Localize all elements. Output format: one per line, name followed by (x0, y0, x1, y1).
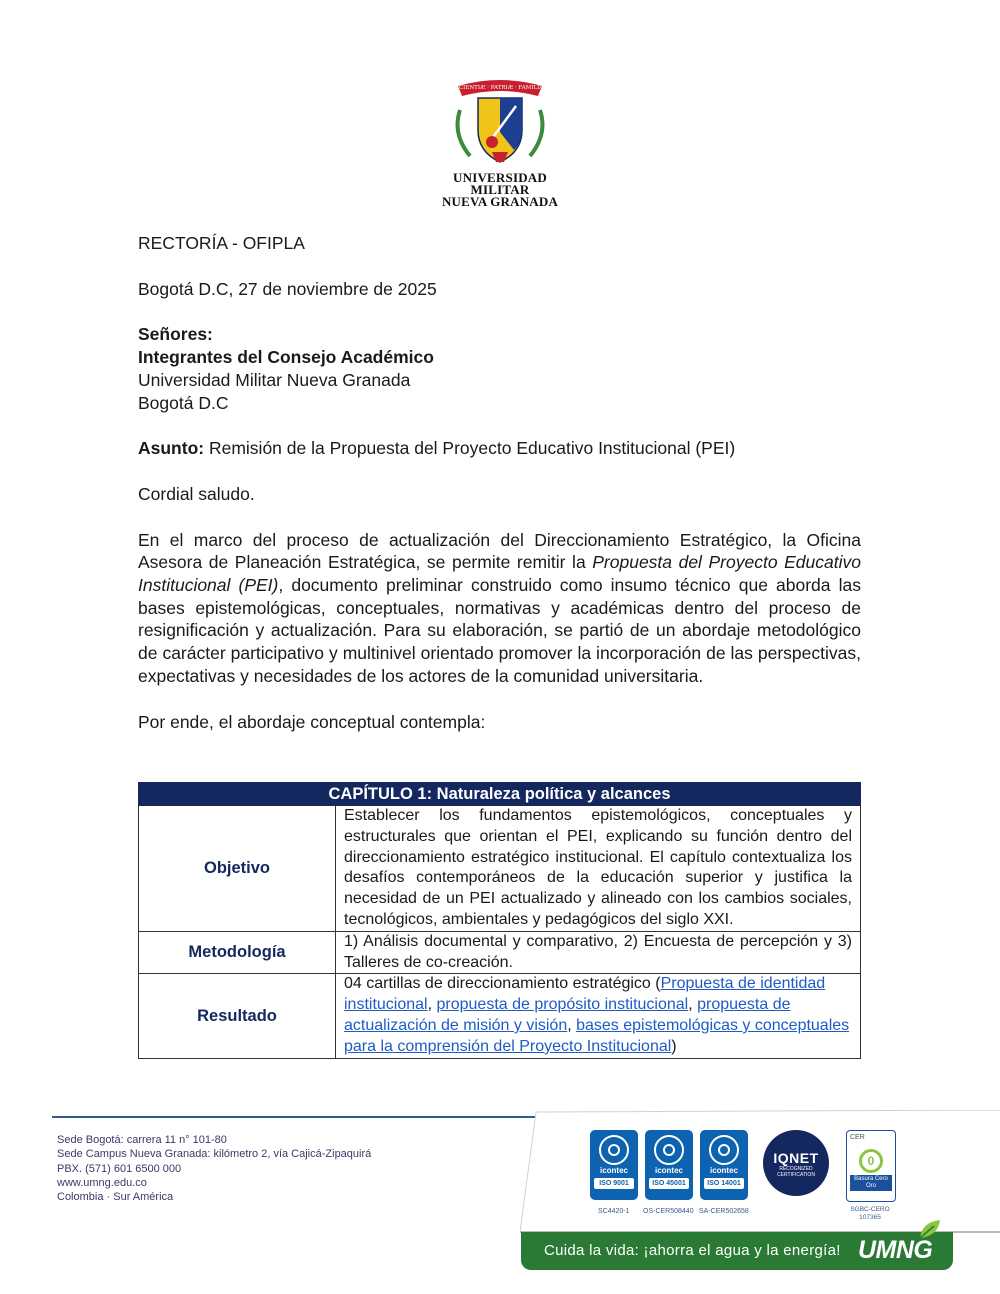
icontec-icon (709, 1135, 739, 1165)
umng-brand: UMNG (858, 1236, 933, 1264)
institution: Universidad Militar Nueva Granada (138, 369, 411, 390)
cert-iso: ISO 45001 (649, 1178, 689, 1189)
greeting: Cordial saludo. (138, 483, 255, 504)
icontec-9001-badge (590, 1130, 638, 1200)
address-bogota: Sede Bogotá: carrera 11 n° 101-80 (57, 1134, 227, 1146)
basura-cero-badge (846, 1130, 896, 1202)
table-header-row (139, 783, 861, 806)
letter-body (138, 232, 861, 733)
icontec-45001-badge (645, 1130, 693, 1200)
office-line: RECTORÍA - OFIPLA (138, 233, 305, 253)
salutation (138, 323, 861, 346)
footer-address (57, 1133, 371, 1204)
cert-code: OS-CER508440 (643, 1208, 694, 1215)
result-separator: , (688, 996, 698, 1014)
subject-label: Asunto: (138, 438, 205, 459)
result-text (336, 974, 861, 1058)
icontec-14001-badge (700, 1130, 748, 1200)
university-name (440, 172, 560, 208)
table-intro: Por ende, el abordaje conceptual contempla: (138, 711, 486, 732)
result-label: Resultado (139, 974, 336, 1058)
footer-divider (52, 1116, 542, 1118)
table-row (139, 974, 861, 1058)
table-row (139, 806, 861, 932)
date-line: Bogotá D.C, 27 de noviembre de 2025 (138, 278, 437, 299)
cert-brand: icontec (654, 1166, 683, 1175)
cert-iso: ISO 14001 (704, 1178, 744, 1189)
result-intro: 04 cartillas de direccionamiento estratégico ( (344, 975, 661, 993)
website-link[interactable]: www.umng.edu.co (57, 1176, 147, 1189)
cer-label: CER (850, 1134, 865, 1141)
leaf-icon (918, 1218, 942, 1240)
link-mision-vision[interactable]: propuesta de actualización de misión y visión (344, 996, 791, 1034)
iqnet-badge (763, 1130, 829, 1196)
basura-code: SGBC-CERO 107365 (850, 1206, 890, 1221)
university-name-line2: NUEVA GRANADA (441, 194, 559, 209)
cert-code: SA-CER502658 (699, 1208, 749, 1215)
subject-line (138, 437, 861, 460)
methodology-label: Metodología (139, 931, 336, 974)
slogan-text: Cuida la vida: ¡ahorra el agua y la energía! (544, 1242, 841, 1259)
icontec-icon (654, 1135, 684, 1165)
salutation-text: Señores: (138, 324, 213, 345)
cert-code: SC4420-1 (598, 1208, 630, 1215)
city: Bogotá D.C (138, 392, 229, 413)
chapter-title: CAPÍTULO 1: Naturaleza política y alcances (139, 783, 861, 806)
result-separator: , (567, 1016, 577, 1034)
body-text-2: , documento preliminar construido como insumo técnico que aborda las bases epistemológicas, conceptuales, normativas y académicas dentro del proceso de resignificación y actualización. Para su elaboración, se partió de un abordaje metodológico de carácter participativo y multinivel orientado promover la incorporación de las perspectivas, expectativas y necesidades de los actores de la comunidad universitaria. (138, 575, 861, 686)
methodology-text: 1) Análisis documental y comparativo, 2) Encuesta de percepción y 3) Talleres de co-creación. (336, 931, 861, 974)
link-proposito-institucional[interactable]: propuesta de propósito institucional (436, 996, 689, 1014)
result-separator: , (427, 996, 437, 1014)
iqnet-subtitle: RECOGNIZED CERTIFICATION (777, 1166, 815, 1178)
body-paragraph (138, 529, 861, 688)
zero-waste-icon: 0 (859, 1149, 883, 1173)
table-row (139, 931, 861, 974)
body-italic-title: Propuesta del Proyecto Educativo Institucional (PEI) (138, 552, 861, 596)
cert-brand: icontec (599, 1166, 628, 1175)
svg-text:SCIENTIÆ · PATRIÆ · FAMILIÆ: SCIENTIÆ · PATRIÆ · FAMILIÆ (455, 85, 545, 91)
cert-iso: ISO 9001 (594, 1178, 634, 1189)
objective-text: Establecer los fundamentos epistemológicos, conceptuales y estructurales que orientan el PEI, explicando su función dentro del direccionamiento estratégico institucional. El capítulo contextualiza los desafíos contemporáneos de la educación superior y justifica la necesidad de un PEI actualizado y alineado con los cambios sociales, tecnológicos, ambientales y pedagógicos del siglo XXI. (336, 806, 861, 932)
address-campus: Sede Campus Nueva Granada: kilómetro 2, vía Cajicá-Zipaquirá (57, 1148, 372, 1161)
university-logo (440, 72, 560, 209)
university-name-line1: UNIVERSIDAD MILITAR (453, 170, 547, 197)
subject-text: Remisión de la Propuesta del Proyecto Educativo Institucional (PEI) (204, 438, 736, 459)
iqnet-name: IQNET (773, 1150, 819, 1166)
recipient (138, 346, 861, 369)
university-crest-icon (444, 72, 556, 172)
icontec-icon (599, 1135, 629, 1165)
chapter-table (138, 782, 861, 1059)
result-end: ) (671, 1037, 677, 1055)
objective-label: Objetivo (139, 806, 336, 932)
phone: PBX. (571) 601 6500 000 (57, 1162, 182, 1175)
recipient-text: Integrantes del Consejo Académico (138, 347, 434, 368)
country: Colombia · Sur América (57, 1191, 174, 1204)
link-identidad-institucional[interactable]: Propuesta de identidad institucional (344, 975, 826, 1014)
basura-label: Basura Cero Oro (850, 1175, 892, 1191)
cert-brand: icontec (709, 1166, 738, 1175)
body-text-1: En el marco del proceso de actualización del Direccionamiento Estratégico, la Oficina Asesora de Planeación Estratégica, se permite remitir la (138, 529, 861, 573)
link-bases-epistemologicas[interactable]: bases epistemológicas y conceptuales para la comprensión del Proyecto Institucional (344, 1016, 850, 1055)
